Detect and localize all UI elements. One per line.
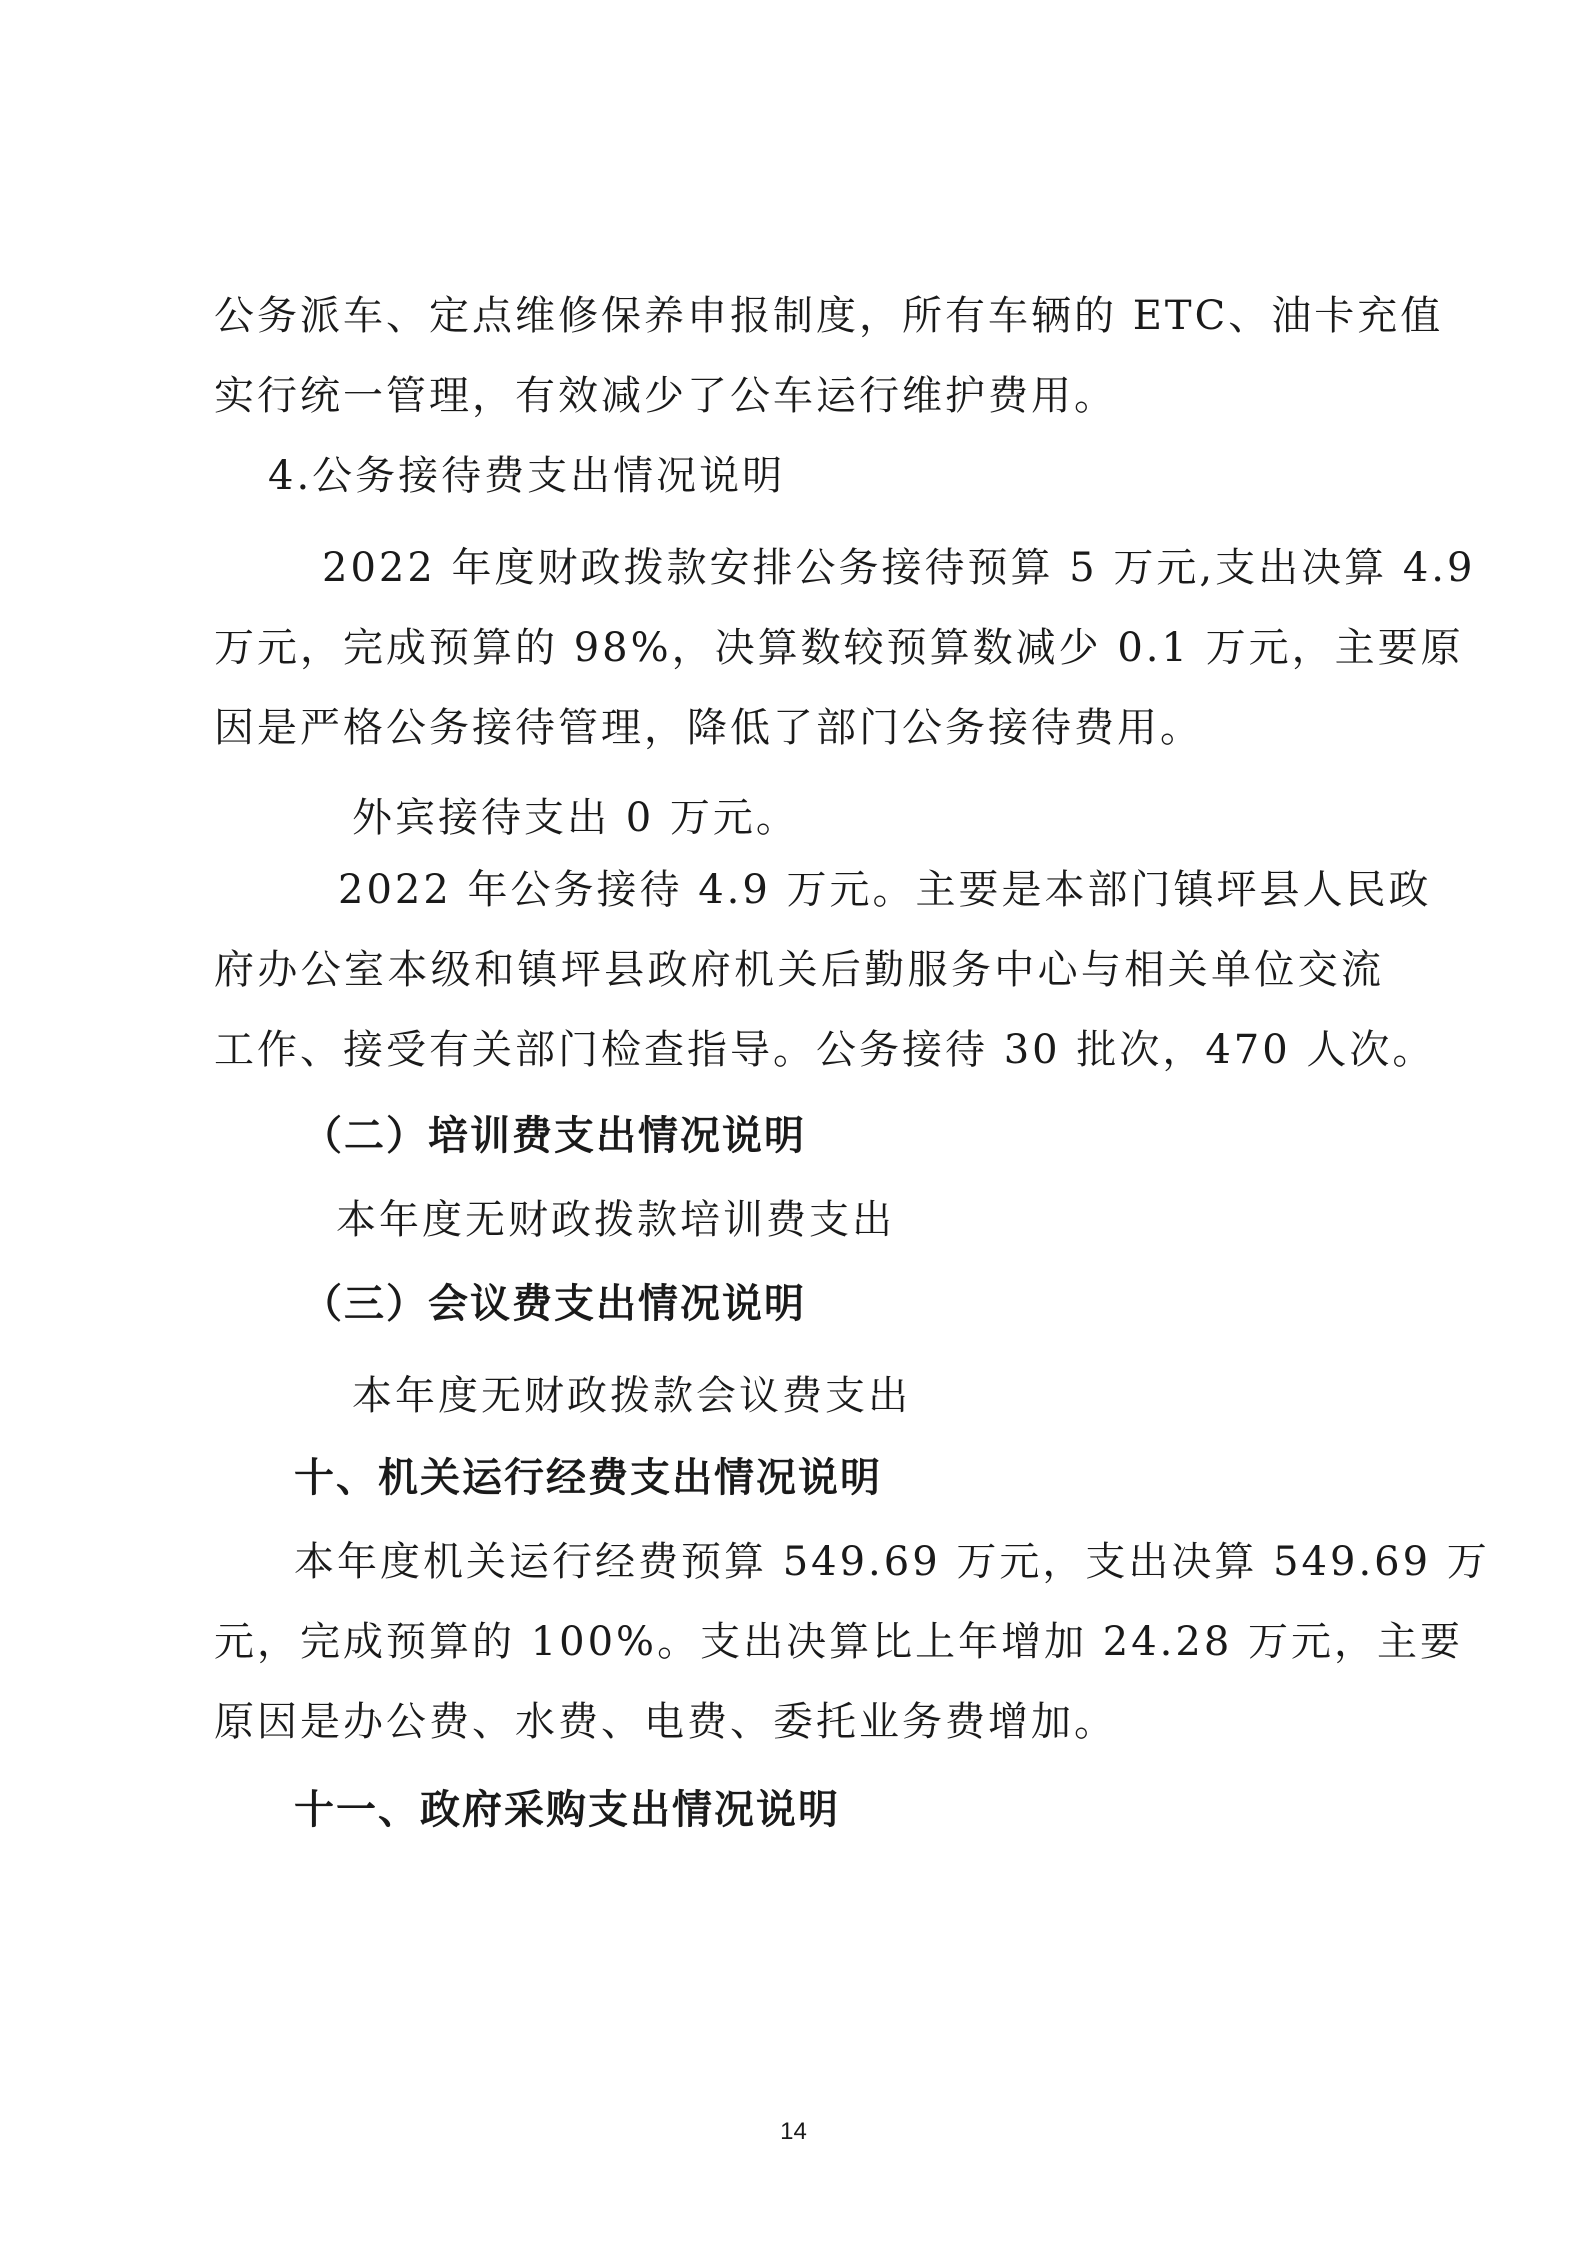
body-text-line: 2022 年公务接待 4.9 万元。主要是本部门镇坪县人民政 bbox=[338, 867, 1432, 913]
section-heading-procurement: 十一、政府采购支出情况说明 bbox=[294, 1787, 840, 1833]
body-text-line: 实行统一管理，有效减少了公车运行维护费用。 bbox=[214, 373, 1117, 419]
body-text-line: 外宾接待支出 0 万元。 bbox=[352, 795, 799, 841]
body-text-line: 本年度机关运行经费预算 549.69 万元，支出决算 549.69 万 bbox=[294, 1539, 1490, 1585]
body-text-line: 本年度无财政拨款培训费支出 bbox=[336, 1197, 895, 1243]
section-heading-meeting: （三）会议费支出情况说明 bbox=[302, 1281, 806, 1327]
section-heading-operating-expenses: 十、机关运行经费支出情况说明 bbox=[294, 1455, 882, 1501]
body-text-line: 本年度无财政拨款会议费支出 bbox=[352, 1373, 911, 1419]
body-text-line: 万元，完成预算的 98%，决算数较预算数减少 0.1 万元，主要原 bbox=[214, 625, 1464, 671]
body-text-line: 工作、接受有关部门检查指导。公务接待 30 批次，470 人次。 bbox=[214, 1027, 1436, 1073]
page-number: 14 bbox=[780, 2118, 807, 2145]
body-text-line: 元，完成预算的 100%。支出决算比上年增加 24.28 万元，主要 bbox=[214, 1619, 1464, 1665]
body-text-line: 2022 年度财政拨款安排公务接待预算 5 万元,支出决算 4.9 bbox=[322, 545, 1476, 591]
body-text-line: 原因是办公费、水费、电费、委托业务费增加。 bbox=[214, 1699, 1117, 1745]
body-text-line: 因是严格公务接待管理，降低了部门公务接待费用。 bbox=[214, 705, 1203, 751]
subsection-heading: 4.公务接待费支出情况说明 bbox=[268, 453, 786, 499]
body-text-line: 公务派车、定点维修保养申报制度，所有车辆的 ETC、油卡充值 bbox=[214, 293, 1444, 339]
body-text-line: 府办公室本级和镇坪县政府机关后勤服务中心与相关单位交流 bbox=[214, 947, 1384, 993]
section-heading-training: （二）培训费支出情况说明 bbox=[302, 1113, 806, 1159]
